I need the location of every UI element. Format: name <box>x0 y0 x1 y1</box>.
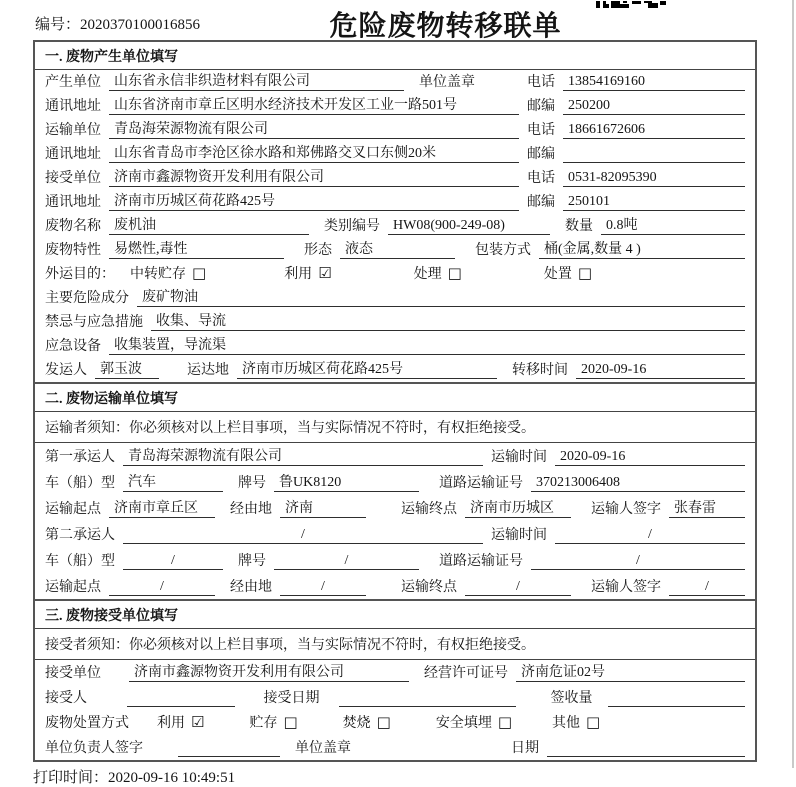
amount-value <box>608 690 745 707</box>
row-measures <box>35 310 755 334</box>
row-producer-address <box>35 94 755 118</box>
disposal4-label: 安全填埋 <box>435 716 492 731</box>
transporter-value: 青岛海荣源物流有限公司 <box>109 118 519 139</box>
character-value: 易燃性,毒性 <box>109 238 284 259</box>
disposal5-label: 其他 <box>552 716 581 731</box>
purpose1-label: 中转贮存 <box>130 267 186 282</box>
permit-value: 济南危证02号 <box>516 661 745 682</box>
disposal1-label: 利用 <box>157 716 185 731</box>
sign2-value: / <box>669 579 745 596</box>
disposal2-checkbox: □ <box>283 713 298 731</box>
disposal4-checkbox: □ <box>497 713 513 731</box>
disposal1-checkbox: ☑ <box>191 713 205 731</box>
row-hazard <box>35 286 755 310</box>
license2-value: / <box>531 553 745 570</box>
category-label: 类别编号 <box>324 219 380 234</box>
purpose3-label: 处理 <box>413 267 442 282</box>
responsible-value <box>178 740 280 757</box>
plate1-label: 牌号 <box>238 476 266 491</box>
amount-label: 签收量 <box>550 691 593 706</box>
measures-value: 收集、导流 <box>151 310 745 331</box>
plate2-label: 牌号 <box>238 554 266 569</box>
section3-header: 三. 废物接受单位填写 <box>35 601 755 629</box>
character-label: 废物特性 <box>45 243 101 258</box>
form-label: 形态 <box>304 243 332 258</box>
row-equipment <box>35 334 755 358</box>
form-header <box>0 0 796 40</box>
transfer-date-value: 2020-09-16 <box>576 362 745 379</box>
row-carrier1 <box>35 443 755 469</box>
phone2-label: 电话 <box>527 123 555 138</box>
serial-number <box>35 13 200 34</box>
section-transporter <box>33 384 757 601</box>
quantity-label: 数量 <box>565 219 593 234</box>
disposal5-checkbox: □ <box>586 713 601 731</box>
sign2-label: 运输人签字 <box>591 580 661 595</box>
row-transporter <box>35 118 755 142</box>
quantity-value: 0.8吨 <box>601 214 745 235</box>
zip3-value: 250101 <box>563 194 745 211</box>
row-receiving-unit <box>35 660 755 685</box>
purpose4-label: 处置 <box>543 267 572 282</box>
disposal3-label: 焚烧 <box>342 716 371 731</box>
row-shipper <box>35 358 755 382</box>
purpose2-label: 利用 <box>284 267 313 282</box>
disposal-option-landfill <box>436 712 512 732</box>
via2-label: 经由地 <box>230 580 272 595</box>
receiver-notice: 接受者须知：你必须核对以上栏目事项，当与实际情况不符时，有权拒绝接受。 <box>35 629 755 660</box>
section2-header: 二. 废物运输单位填写 <box>35 384 755 412</box>
zip1-label: 邮编 <box>527 99 555 114</box>
disposal-option-other <box>552 712 600 732</box>
hazard-label: 主要危险成分 <box>45 291 129 306</box>
recipient-value <box>127 690 235 707</box>
row-receiver <box>35 166 755 190</box>
purpose-option-dispose <box>544 263 592 283</box>
row-vehicle2 <box>35 547 755 573</box>
date-label: 日期 <box>511 741 539 756</box>
time2-label: 运输时间 <box>491 528 547 543</box>
end1-label: 运输终点 <box>401 502 457 517</box>
zip3-label: 邮编 <box>527 195 555 210</box>
row-receiver-address <box>35 190 755 214</box>
addr1-value: 山东省济南市章丘区明水经济技术开发区工业一路501号 <box>109 94 519 115</box>
end2-label: 运输终点 <box>401 580 457 595</box>
time1-label: 运输时间 <box>491 450 547 465</box>
permit-label: 经营许可证号 <box>424 666 508 681</box>
vehicle2-value: / <box>123 553 223 570</box>
vehicle2-label: 车（船）型 <box>45 554 115 569</box>
disposal-label: 废物处置方式 <box>45 716 129 731</box>
packing-value: 桶(金属,数量 4 ) <box>539 238 745 259</box>
addr2-label: 通讯地址 <box>45 147 101 162</box>
page-title: 危险废物转移联单 <box>329 11 562 42</box>
print-time-label: 打印时间： <box>33 770 109 786</box>
vehicle1-label: 车（船）型 <box>45 476 115 491</box>
receiver-label: 接受单位 <box>45 171 101 186</box>
disposal2-label: 贮存 <box>249 716 278 731</box>
license1-value: 370213006408 <box>531 475 745 492</box>
equipment-value: 收集装置，导流渠 <box>109 334 745 355</box>
row-recipient <box>35 685 755 710</box>
row-carrier2 <box>35 521 755 547</box>
row-vehicle1 <box>35 469 755 495</box>
responsible-label: 单位负责人签字 <box>45 741 143 756</box>
page-edge-line <box>792 0 794 768</box>
row-waste-name <box>35 214 755 238</box>
purpose-option-transfer-storage <box>130 263 206 283</box>
row-disposal <box>35 710 755 735</box>
transfer-label: 转移时间 <box>512 363 568 378</box>
shipper-value: 郭玉波 <box>95 358 159 379</box>
equipment-label: 应急设备 <box>45 339 101 354</box>
recipient-label: 接受人 <box>45 691 87 706</box>
waste-name-value: 废机油 <box>109 214 309 235</box>
origin1-value: 济南市章丘区 <box>109 497 215 518</box>
hazard-value: 废矿物油 <box>137 286 745 307</box>
sign1-value: 张春雷 <box>669 497 745 518</box>
receiving-unit-label: 接受单位 <box>45 666 101 681</box>
addr3-value: 济南市历城区荷花路425号 <box>109 190 519 211</box>
via1-value: 济南 <box>280 497 366 518</box>
phone1-value: 13854169160 <box>563 74 745 91</box>
section-receiver <box>33 601 757 762</box>
purpose-option-treat <box>414 263 462 283</box>
producer-value: 山东省永信非织造材料有限公司 <box>109 70 404 91</box>
waste-name-label: 废物名称 <box>45 219 101 234</box>
carrier2-value: / <box>123 527 483 544</box>
date-value <box>547 740 745 757</box>
receiver-value: 济南市鑫源物资开发利用有限公司 <box>109 166 519 187</box>
accept-date-value <box>339 690 515 707</box>
shipper-label: 发运人 <box>45 363 87 378</box>
row-transporter-address <box>35 142 755 166</box>
dest-value: 济南市历城区荷花路425号 <box>237 358 497 379</box>
phone1-label: 电话 <box>527 75 555 90</box>
phone3-label: 电话 <box>527 171 555 186</box>
purpose1-checkbox: □ <box>192 264 207 282</box>
origin1-label: 运输起点 <box>45 502 101 517</box>
section1-header: 一. 废物产生单位填写 <box>35 42 755 70</box>
row-route1 <box>35 495 755 521</box>
disposal-option-utilize <box>157 712 204 732</box>
serial-label: 编号： <box>35 17 81 33</box>
dest-label: 运达地 <box>187 363 229 378</box>
row-responsible <box>35 735 755 760</box>
category-value: HW08(900-249-08) <box>388 218 550 235</box>
disposal3-checkbox: □ <box>376 713 391 731</box>
row-route2 <box>35 573 755 599</box>
unit-seal2-label: 单位盖章 <box>295 741 351 756</box>
zip1-value: 250200 <box>563 98 745 115</box>
vehicle1-value: 汽车 <box>123 471 223 492</box>
purpose-option-utilize <box>284 263 331 283</box>
row-purpose <box>35 262 755 286</box>
section-producer <box>33 40 757 384</box>
transporter-label: 运输单位 <box>45 123 101 138</box>
license1-label: 道路运输证号 <box>439 476 523 491</box>
via1-label: 经由地 <box>230 502 272 517</box>
sign1-label: 运输人签字 <box>591 502 661 517</box>
license2-label: 道路运输证号 <box>439 554 523 569</box>
purpose4-checkbox: □ <box>577 264 593 282</box>
origin2-label: 运输起点 <box>45 580 101 595</box>
origin2-value: / <box>109 579 215 596</box>
serial-value: 2020370100016856 <box>80 17 201 33</box>
time1-value: 2020-09-16 <box>555 449 745 466</box>
via2-value: / <box>280 579 366 596</box>
unit-seal-label: 单位盖章 <box>419 75 475 90</box>
end1-value: 济南市历城区 <box>465 497 571 518</box>
zip2-label: 邮编 <box>527 147 555 162</box>
plate2-value: / <box>274 553 419 570</box>
print-time <box>33 766 796 787</box>
measures-label: 禁忌与应急措施 <box>45 315 143 330</box>
carrier1-value: 青岛海荣源物流有限公司 <box>123 445 483 466</box>
time2-value: / <box>555 527 745 544</box>
end2-value: / <box>465 579 571 596</box>
producer-label: 产生单位 <box>45 75 101 90</box>
accept-date-label: 接受日期 <box>263 691 320 706</box>
carrier1-label: 第一承运人 <box>45 450 115 465</box>
receiving-unit-value: 济南市鑫源物资开发利用有限公司 <box>129 661 409 682</box>
form-value: 液态 <box>340 238 455 259</box>
addr2-value: 山东省青岛市李沧区徐水路和郑佛路交叉口东侧20米 <box>109 142 519 163</box>
disposal-option-storage <box>249 712 297 732</box>
addr3-label: 通讯地址 <box>45 195 101 210</box>
phone3-value: 0531-82095390 <box>563 170 745 187</box>
carrier2-label: 第二承运人 <box>45 528 115 543</box>
print-time-value: 2020-09-16 10:49:51 <box>108 770 236 786</box>
row-waste-character <box>35 238 755 262</box>
purpose-label: 外运目的： <box>45 267 115 282</box>
disposal-option-incinerate <box>343 712 391 732</box>
zip2-value <box>563 146 745 163</box>
purpose2-checkbox: ☑ <box>318 264 332 282</box>
transporter-notice: 运输者须知：你必须核对以上栏目事项，当与实际情况不符时，有权拒绝接受。 <box>35 412 755 443</box>
packing-label: 包装方式 <box>475 243 531 258</box>
phone2-value: 18661672606 <box>563 122 745 139</box>
addr1-label: 通讯地址 <box>45 99 101 114</box>
row-producer <box>35 70 755 94</box>
purpose3-checkbox: □ <box>447 264 462 282</box>
plate1-value: 鲁UK8120 <box>274 471 419 492</box>
